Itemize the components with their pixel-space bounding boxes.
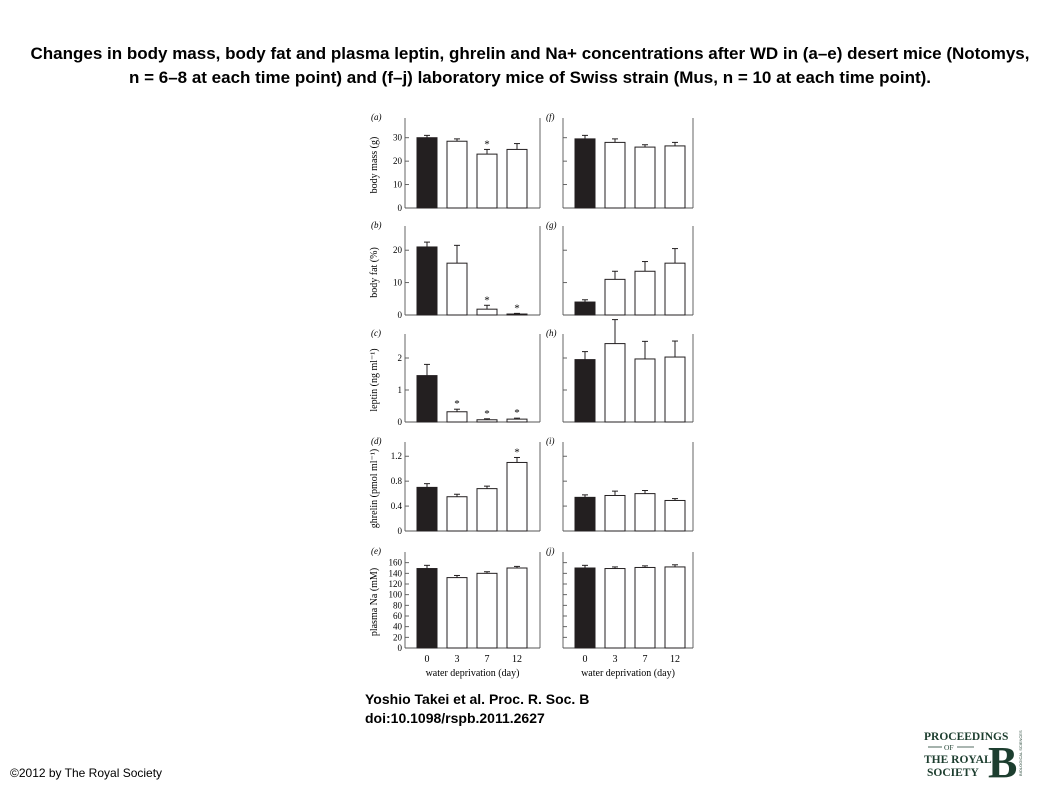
panel-letter: (h): [546, 328, 557, 338]
panel-letter: (j): [546, 546, 555, 556]
significance-star: *: [514, 446, 520, 459]
panel-letter: (d): [371, 436, 382, 446]
bar: [447, 578, 467, 648]
y-axis-label: body mass (g): [369, 136, 380, 194]
y-tick-label: 40: [393, 621, 402, 632]
y-tick-label: 80: [393, 600, 402, 611]
panel-letter: (i): [546, 436, 555, 446]
bar: [507, 149, 527, 208]
x-tick-label: 7: [484, 654, 490, 665]
bar: [477, 309, 497, 315]
y-tick-label: 140: [388, 568, 402, 579]
x-tick-label: 3: [454, 654, 460, 665]
logo-line-the-royal: THE ROYAL: [924, 754, 992, 766]
bar: [447, 263, 467, 315]
bar: [635, 494, 655, 531]
bar: [635, 271, 655, 315]
y-axis-label: body fat (%): [369, 247, 380, 298]
x-tick-label: 7: [642, 654, 648, 665]
bar: [417, 138, 437, 208]
bar: [635, 147, 655, 208]
panel-letter: (g): [546, 220, 557, 230]
bar: [665, 146, 685, 208]
bar: [575, 497, 595, 531]
y-tick-label: 0: [397, 526, 402, 536]
significance-star: *: [514, 407, 520, 420]
y-tick-label: 10: [393, 179, 402, 190]
logo-line-society: SOCIETY: [927, 767, 979, 779]
significance-star: *: [484, 294, 490, 307]
significance-star: *: [454, 398, 460, 411]
logo-line-proceedings: PROCEEDINGS: [924, 731, 1009, 743]
panel-letter: (e): [371, 546, 381, 556]
logo-line-of: OF: [944, 743, 954, 752]
x-axis-label: water deprivation (day): [581, 668, 675, 679]
y-tick-label: 2: [397, 353, 402, 363]
y-axis-label: ghrelin (pmol ml⁻¹): [369, 448, 380, 529]
bar: [477, 489, 497, 531]
panel-letter: (c): [371, 328, 381, 338]
y-axis-label: plasma Na (mM): [369, 567, 380, 637]
y-tick-label: 60: [393, 611, 402, 621]
bar: [447, 412, 467, 422]
y-tick-label: 1.2: [390, 451, 402, 462]
x-axis-label: water deprivation (day): [425, 668, 520, 679]
bar: [575, 568, 595, 648]
bar: [635, 359, 655, 422]
bar: [605, 495, 625, 531]
bar: [417, 247, 437, 315]
panel-letter: (f): [546, 112, 555, 122]
y-tick-label: 0.8: [390, 476, 402, 487]
y-tick-label: 120: [388, 579, 402, 589]
copyright-notice: ©2012 by The Royal Society: [10, 766, 163, 780]
bar: [665, 500, 685, 531]
bar: [575, 360, 595, 422]
bar: [417, 487, 437, 531]
x-tick-label: 3: [612, 654, 618, 665]
bar: [417, 376, 437, 422]
y-tick-label: 0: [397, 310, 402, 320]
x-tick-label: 12: [512, 654, 522, 665]
bar: [447, 141, 467, 208]
y-tick-label: 0.4: [390, 501, 402, 512]
bar: [665, 263, 685, 315]
bar: [665, 357, 685, 422]
bar: [447, 497, 467, 531]
bar: [507, 462, 527, 531]
bar: [477, 573, 497, 648]
bar: [575, 302, 595, 315]
bar: [507, 419, 527, 422]
bar: [635, 567, 655, 648]
y-tick-label: 100: [388, 589, 402, 600]
logo-letter-b: B: [988, 738, 1018, 783]
y-tick-label: 20: [393, 156, 402, 167]
citation-doi: doi:10.1098/rspb.2011.2627: [365, 710, 545, 726]
panel-letter: (b): [371, 220, 382, 230]
y-tick-label: 20: [393, 632, 402, 643]
y-tick-label: 0: [397, 643, 402, 653]
bar: [605, 569, 625, 648]
bar: [605, 344, 625, 422]
bar: [665, 567, 685, 648]
figure-title: Changes in body mass, body fat and plasma leptin, ghrelin and Na+ concentrations after WD in (a–e) desert mice (Notomys, n = 6–8 at each time point) and (f–j) laboratory mice of Swiss strain (Mus, n = 10 at each time point).: [30, 44, 1030, 87]
y-tick-label: 20: [393, 245, 402, 256]
bar: [417, 569, 437, 648]
royal-society-logo: [922, 728, 1027, 783]
bar: [605, 279, 625, 315]
bar: [477, 420, 497, 422]
y-tick-label: 30: [393, 132, 402, 143]
bar: [605, 142, 625, 208]
significance-star: *: [484, 407, 490, 420]
y-axis-label: leptin (ng ml⁻¹): [369, 348, 380, 412]
y-tick-label: 10: [393, 277, 402, 288]
bar: [575, 139, 595, 208]
y-tick-label: 0: [397, 203, 402, 213]
y-tick-label: 1: [397, 385, 402, 395]
y-tick-label: 0: [397, 417, 402, 427]
citation: [365, 690, 589, 728]
panel-letter: (a): [371, 112, 382, 122]
citation-authors: Yoshio Takei et al. Proc. R. Soc. B: [365, 691, 590, 707]
x-tick-label: 0: [424, 654, 430, 665]
y-tick-label: 160: [388, 557, 402, 568]
logo-vertical-text: BIOLOGICAL SCIENCES: [1018, 730, 1023, 776]
significance-star: *: [484, 138, 490, 151]
bar: [477, 154, 497, 208]
x-tick-label: 12: [670, 654, 680, 665]
significance-star: *: [514, 302, 520, 315]
x-tick-label: 0: [582, 654, 588, 665]
bar: [507, 568, 527, 648]
